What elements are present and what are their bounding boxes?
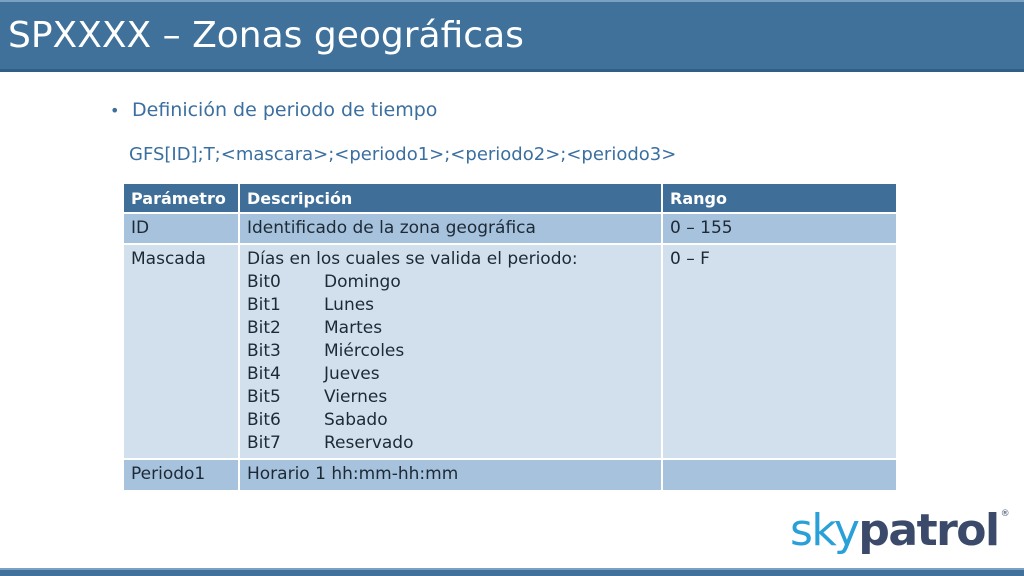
bullet-dot-icon: • xyxy=(110,100,120,120)
bit-day: Reservado xyxy=(324,433,414,453)
table-row xyxy=(123,213,897,244)
bit-name: Bit0 xyxy=(247,272,281,292)
bit-line xyxy=(247,340,654,363)
cell-range: 0 – F xyxy=(662,244,897,459)
bit-line xyxy=(247,294,654,317)
logo-patrol: patrol xyxy=(858,505,999,556)
cell-param: Periodo1 xyxy=(123,459,239,491)
bit-name: Bit5 xyxy=(247,387,281,407)
skypatrol-logo xyxy=(790,505,1010,556)
parameters-table xyxy=(122,182,898,492)
bit-day: Viernes xyxy=(324,387,388,407)
bit-day: Jueves xyxy=(324,364,380,384)
slide-title: SPXXXX – Zonas geográficas xyxy=(8,15,524,56)
bit-name: Bit3 xyxy=(247,341,281,361)
bit-day: Martes xyxy=(324,318,383,338)
bit-day: Lunes xyxy=(324,295,375,315)
cell-param: Mascada xyxy=(123,244,239,459)
table-row xyxy=(123,244,897,459)
bullet-text: Definición de periodo de tiempo xyxy=(132,99,438,121)
bit-day: Miércoles xyxy=(324,341,405,361)
title-bar-accent-line xyxy=(0,0,1024,2)
registered-mark-icon: ® xyxy=(1000,509,1010,519)
command-syntax: GFS[ID];T;<mascara>;<periodo1>;<periodo2>;<periodo3> xyxy=(129,144,677,165)
bit-line xyxy=(247,386,654,409)
bit-line xyxy=(247,432,654,455)
header-descripcion: Descripción xyxy=(239,183,662,213)
header-rango: Rango xyxy=(662,183,897,213)
bit-name: Bit2 xyxy=(247,318,281,338)
bit-name: Bit1 xyxy=(247,295,281,315)
bit-line xyxy=(247,317,654,340)
bit-name: Bit6 xyxy=(247,410,281,430)
table-header-row xyxy=(123,183,897,213)
bit-day: Domingo xyxy=(324,272,401,292)
bit-name: Bit4 xyxy=(247,364,281,384)
cell-param: ID xyxy=(123,213,239,244)
cell-desc-heading: Días en los cuales se valida el periodo: xyxy=(247,249,578,269)
cell-desc: Identificado de la zona geográfica xyxy=(239,213,662,244)
bullet-item xyxy=(110,99,437,121)
cell-range: 0 – 155 xyxy=(662,213,897,244)
table-row xyxy=(123,459,897,491)
cell-desc xyxy=(239,244,662,459)
title-bar xyxy=(0,0,1024,72)
bit-line xyxy=(247,271,654,294)
bottom-bar-accent-line xyxy=(0,568,1024,570)
logo-sky: sky xyxy=(790,505,859,556)
header-parametro: Parámetro xyxy=(123,183,239,213)
bit-name: Bit7 xyxy=(247,433,281,453)
bit-day: Sabado xyxy=(324,410,388,430)
bit-line xyxy=(247,409,654,432)
cell-range xyxy=(662,459,897,491)
cell-desc: Horario 1 hh:mm-hh:mm xyxy=(239,459,662,491)
bit-line xyxy=(247,363,654,386)
bottom-bar xyxy=(0,568,1024,576)
